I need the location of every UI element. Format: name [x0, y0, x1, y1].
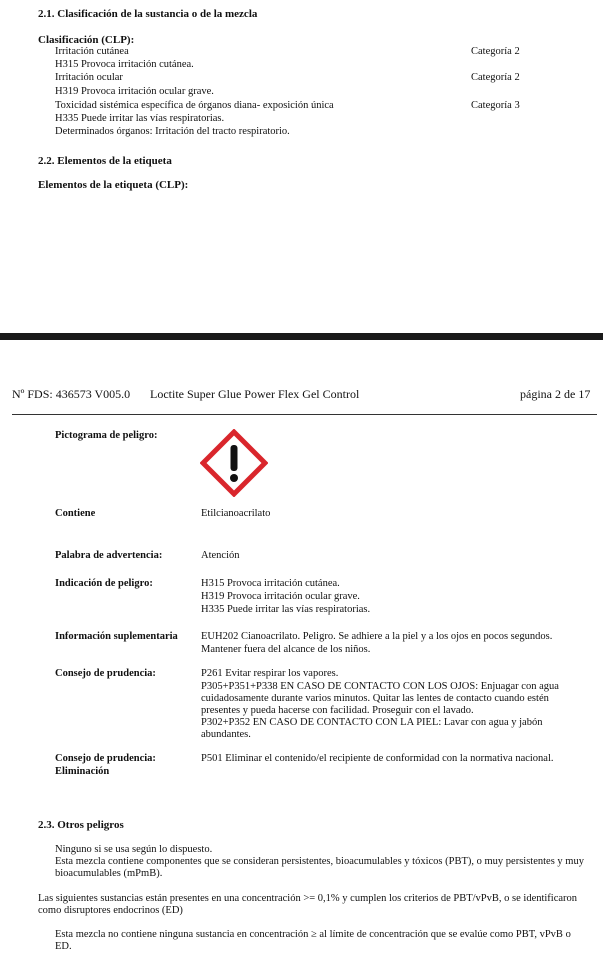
- disposal-value: P501 Eliminar el contenido/el recipiente de conformidad con la normativa nacional.: [201, 753, 554, 764]
- classification-line: H335 Puede irritar las vías respiratorias.: [55, 113, 225, 124]
- supplementary-info-label: Información suplementaria: [55, 631, 178, 642]
- sds-number: Nº FDS: 436573 V005.0: [12, 387, 131, 401]
- classification-line: Determinados órganos: Irritación del tracto respiratorio.: [55, 126, 290, 137]
- classification-category: Categoría 3: [471, 100, 520, 111]
- supplementary-info-line: EUH202 Cianoacrilato. Peligro. Se adhiere a la piel y a los ojos en pocos segundos.: [201, 631, 553, 642]
- precautionary-line: presentes y pueda hacerse con facilidad. Proseguir con el lavado.: [201, 705, 474, 716]
- page-number: página 2 de 17: [520, 387, 591, 401]
- classification-category: Categoría 2: [471, 72, 520, 83]
- disposal-label: Consejo de prudencia:: [55, 753, 156, 764]
- page-break-bar: [0, 333, 603, 340]
- classification-line: Toxicidad sistémica específica de órganos diana- exposición única: [55, 100, 334, 111]
- pictogram-label: Pictograma de peligro:: [55, 430, 158, 441]
- header-rule: [12, 414, 597, 415]
- hazard-statement: H319 Provoca irritación ocular grave.: [201, 591, 360, 602]
- pbt-statement-line: ED.: [55, 941, 72, 952]
- exclamation-mark-ghs07-icon: [200, 429, 268, 497]
- section-2-2-heading: 2.2. Elementos de la etiqueta: [38, 155, 172, 167]
- classification-line: Irritación cutánea: [55, 46, 129, 57]
- product-name: Loctite Super Glue Power Flex Gel Control: [150, 387, 360, 401]
- hazard-statement: H335 Puede irritar las vías respiratorias.: [201, 604, 371, 615]
- section-2-1-heading: 2.1. Clasificación de la sustancia o de la mezcla: [38, 8, 258, 20]
- pbt-statement-line: Esta mezcla no contiene ninguna sustancia en concentración ≥ al límite de concentración que se evalúe como PBT, vPvB o: [55, 929, 571, 940]
- classification-line: Irritación ocular: [55, 72, 123, 83]
- classification-category: Categoría 2: [471, 46, 520, 57]
- signal-word-label: Palabra de advertencia:: [55, 550, 163, 561]
- section-2-3-heading: 2.3. Otros peligros: [38, 819, 124, 831]
- clp-classification-heading: Clasificación (CLP):: [38, 34, 135, 46]
- pbt-substances-line: Las siguientes sustancias están presentes en una concentración >= 0,1% y cumplen los criterios de PBT/vPvB, o se identificaron: [38, 893, 578, 904]
- label-elements-heading: Elementos de la etiqueta (CLP):: [38, 179, 189, 191]
- precautionary-line: cuidadosamente durante varios minutos. Quitar las lentes de contacto cuando estén: [201, 693, 549, 704]
- other-hazards-line: Ninguno si se usa según lo dispuesto.: [55, 844, 213, 855]
- contiene-value: Etilcianoacrilato: [201, 508, 271, 519]
- pbt-substances-line: como disruptores endocrinos (ED): [38, 905, 183, 916]
- hazard-statement: H315 Provoca irritación cutánea.: [201, 578, 340, 589]
- supplementary-info-line: Mantener fuera del alcance de los niños.: [201, 644, 371, 655]
- precautionary-label: Consejo de prudencia:: [55, 668, 156, 679]
- signal-word-value: Atención: [201, 550, 240, 561]
- other-hazards-line: bioacumulables (mPmB).: [55, 868, 163, 879]
- hazard-statements-label: Indicación de peligro:: [55, 578, 153, 589]
- precautionary-line: P261 Evitar respirar los vapores.: [201, 668, 339, 679]
- classification-line: H315 Provoca irritación cutánea.: [55, 59, 194, 70]
- precautionary-line: abundantes.: [201, 729, 251, 740]
- precautionary-line: P302+P352 EN CASO DE CONTACTO CON LA PIEL: Lavar con agua y jabón: [201, 717, 543, 728]
- precautionary-line: P305+P351+P338 EN CASO DE CONTACTO CON LOS OJOS: Enjuagar con agua: [201, 681, 559, 692]
- contiene-label: Contiene: [55, 508, 96, 519]
- classification-line: H319 Provoca irritación ocular grave.: [55, 86, 214, 97]
- other-hazards-line: Esta mezcla contiene componentes que se consideran persistentes, bioacumulables y tóxicos (PBT), o muy persistentes y muy: [55, 856, 584, 867]
- disposal-label-2: Eliminación: [55, 766, 110, 777]
